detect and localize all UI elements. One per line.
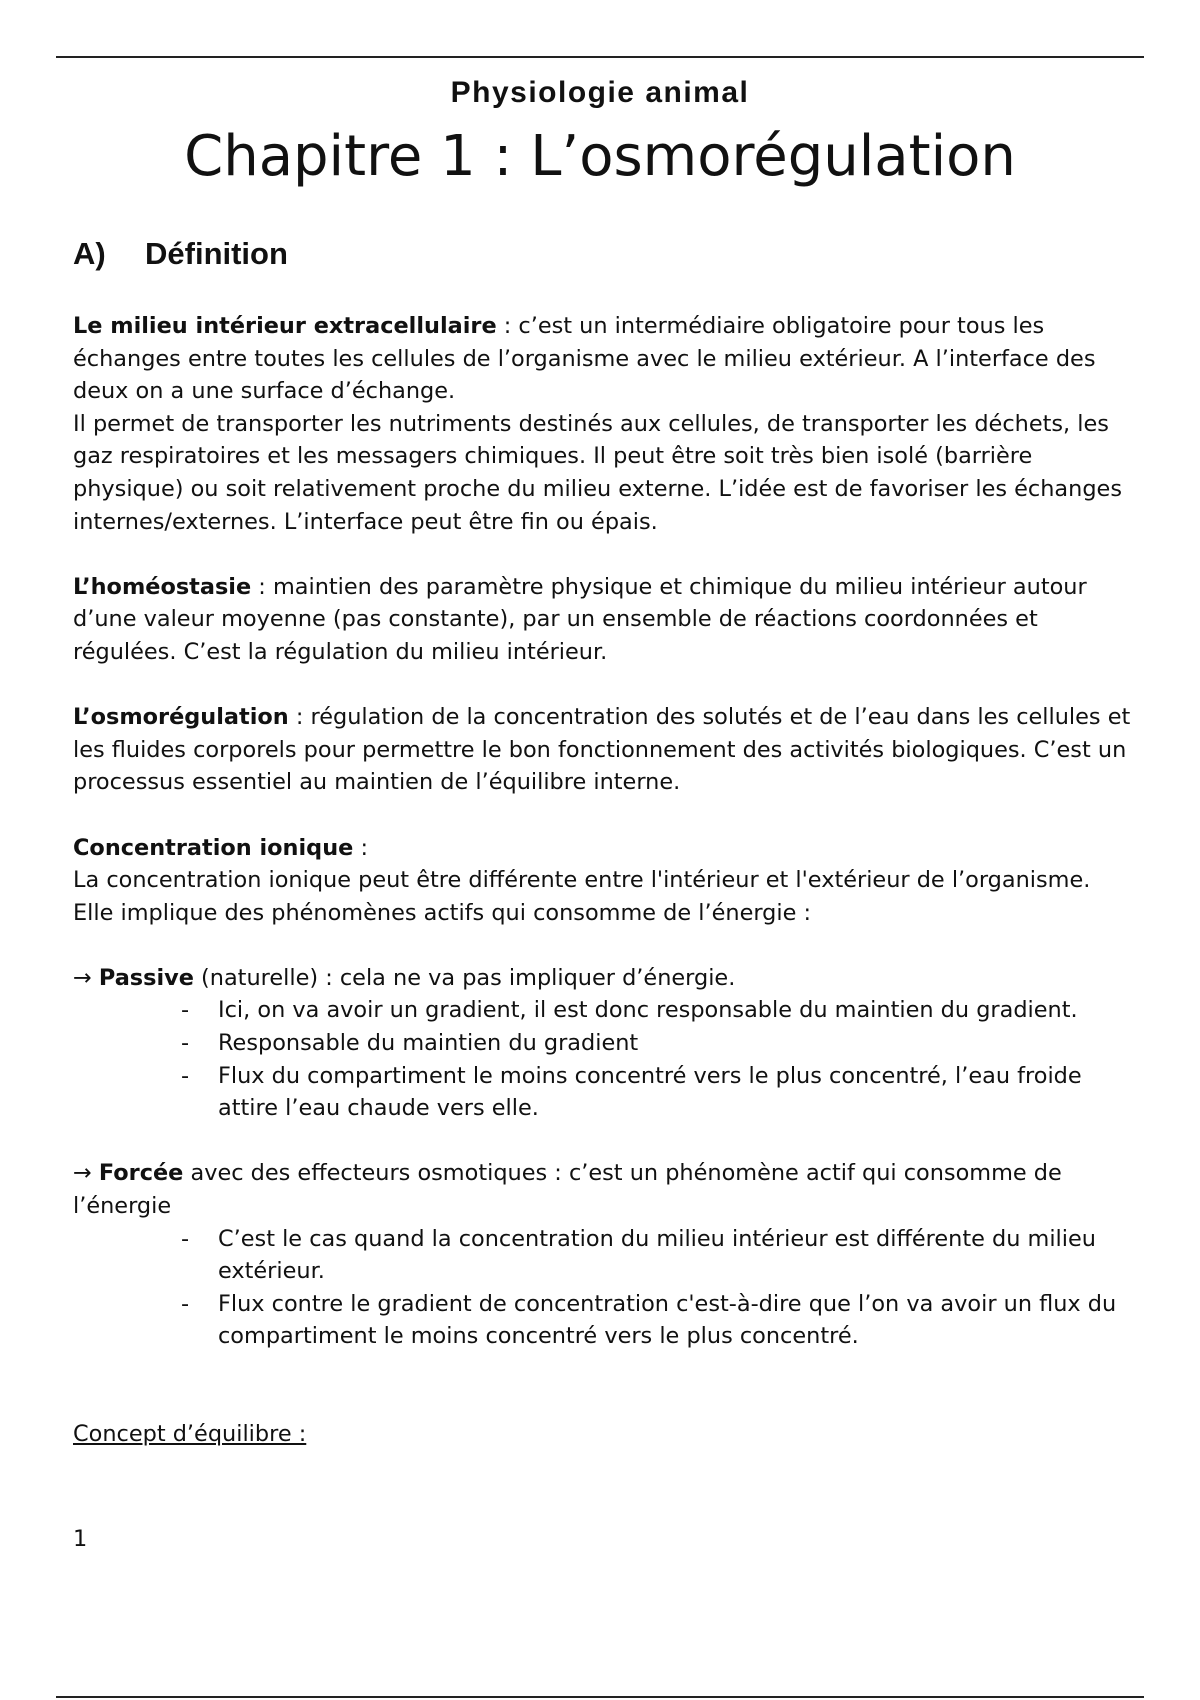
arrow-icon: → bbox=[73, 1160, 99, 1187]
concentration-line2: Elle implique des phénomènes actifs qui consomme de l’énergie : bbox=[73, 899, 812, 926]
bottom-rule bbox=[56, 1696, 1144, 1698]
concentration-heading: Concentration ionique : bbox=[73, 834, 369, 861]
forcee-list bbox=[73, 1223, 1133, 1353]
milieu-paragraph: Il permet de transporter les nutriments destinés aux cellules, de transporter les déchets, les gaz respiratoires et les messagers chimiques. Il peut être soit très bien isolé (barrière physique) ou soit relativement proche du milieu externe. L’idée est de favoriser les échanges internes/externes. L’interface peut être fin ou épais. bbox=[73, 410, 1122, 535]
milieu-def: : c’est un intermédiaire obligatoire pour tous les échanges entre toutes les cellules de l’organisme avec le milieu extérieur. A l’interface des deux on a une surface d’échange. bbox=[73, 313, 1096, 405]
forcee-heading: → Forcée avec des effecteurs osmotiques : c’est un phénomène actif qui consomme de l’énergie bbox=[73, 1160, 1062, 1220]
top-rule bbox=[56, 56, 1144, 58]
milieu-term: Le milieu intérieur extracellulaire bbox=[73, 313, 497, 339]
list-item: - Flux du compartiment le moins concentré vers le plus concentré, l’eau froide attire l’eau chaude vers elle. bbox=[73, 1060, 1133, 1125]
page-number: 1 bbox=[73, 1525, 88, 1552]
osmoregulation-definition bbox=[73, 701, 1133, 799]
document-body bbox=[73, 310, 1133, 1555]
concentration-line1: La concentration ionique peut être différente entre l'intérieur et l'extérieur de l’organisme. bbox=[73, 867, 1091, 894]
section-heading bbox=[73, 236, 288, 272]
list-item: - Flux contre le gradient de concentration c'est-à-dire que l’on va avoir un flux du compartiment le moins concentré vers le plus concentré. bbox=[73, 1288, 1133, 1353]
list-item: - Responsable du maintien du gradient bbox=[73, 1027, 1133, 1060]
milieu-definition bbox=[73, 310, 1133, 408]
osmoregulation-term: L’osmorégulation bbox=[73, 704, 289, 731]
concentration-term: Concentration ionique bbox=[73, 834, 354, 861]
passive-list bbox=[73, 994, 1133, 1124]
passive-term: Passive bbox=[98, 964, 194, 991]
list-item: - C’est le cas quand la concentration du milieu intérieur est différente du milieu extérieur. bbox=[73, 1223, 1133, 1288]
osmoregulation-def: : régulation de la concentration des solutés et de l’eau dans les cellules et les fluides corporels pour permettre le bon fonctionnement des activités biologiques. C’est un processus essentiel au maintien de l’équilibre interne. bbox=[73, 704, 1131, 796]
chapter-title: Chapitre 1 : L’osmorégulation bbox=[184, 124, 1016, 189]
passive-heading: → Passive (naturelle) : cela ne va pas impliquer d’énergie. bbox=[73, 964, 736, 991]
homeostasie-def: : maintien des paramètre physique et chimique du milieu intérieur autour d’une valeur moyenne (pas constante), par un ensemble de réactions coordonnées et régulées. C’est la régulation du milieu intérieur. bbox=[73, 573, 1087, 665]
arrow-icon: → bbox=[73, 964, 99, 991]
section-title: Définition bbox=[145, 236, 288, 271]
section-letter: A) bbox=[73, 236, 106, 271]
concept-heading: Concept d’équilibre : bbox=[73, 1421, 307, 1447]
list-item: - Ici, on va avoir un gradient, il est donc responsable du maintien du gradient. bbox=[73, 994, 1133, 1027]
course-subject: Physiologie animal bbox=[450, 76, 750, 109]
homeostasie-term: L’homéostasie bbox=[73, 573, 252, 600]
forcee-term: Forcée bbox=[98, 1160, 184, 1187]
homeostasie-definition bbox=[73, 571, 1133, 669]
